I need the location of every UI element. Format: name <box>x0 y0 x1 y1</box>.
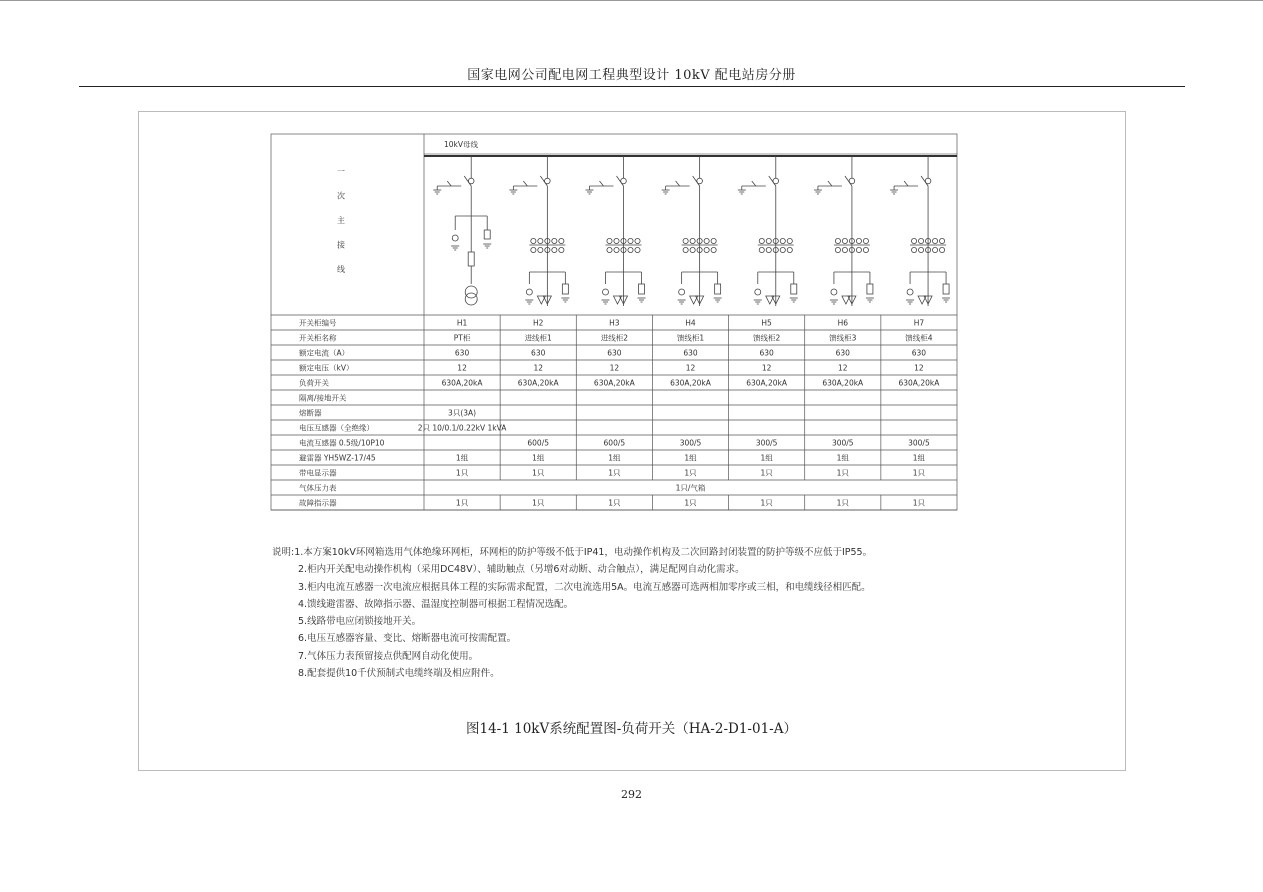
table-cell: 1只 <box>608 498 621 508</box>
side-label-char: 接 <box>337 240 345 250</box>
table-row-label: 带电显示器 <box>299 468 337 478</box>
table-cell: 600/5 <box>603 438 626 448</box>
note-line: 8.配套提供10千伏预制式电缆终端及相应附件。 <box>298 668 500 680</box>
side-label-char: 主 <box>337 216 345 225</box>
side-label-char: 线 <box>337 265 345 274</box>
table-cell: 630A,20kA <box>898 378 940 388</box>
table-cell: H1 <box>456 318 468 328</box>
feeder-circuit <box>814 156 874 306</box>
table-row-label: 额定电流（A） <box>299 348 350 358</box>
table-cell: H3 <box>609 318 620 328</box>
table-row-label: 隔离/接地开关 <box>299 393 347 403</box>
table-row-label: 电压互感器（全绝缘） <box>299 423 374 433</box>
table-row-label: 气体压力表 <box>299 483 337 493</box>
table-cell: 630A,20kA <box>822 378 864 388</box>
table-cell: 1只 <box>836 498 849 508</box>
table-row-label: 开关柜编号 <box>299 318 337 328</box>
table-cell: 630A,20kA <box>517 378 559 388</box>
table-cell: 630 <box>835 348 850 358</box>
feeder-circuit <box>433 156 491 305</box>
table-row-label: 熔断器 <box>299 408 322 418</box>
table-cell: H2 <box>533 318 544 328</box>
table-cell: 1只 <box>912 468 926 478</box>
table-cell: 1组 <box>608 453 621 463</box>
table-row-label: 电流互感器 0.5级/10P10 <box>299 438 385 448</box>
table-cell: 1组 <box>684 453 697 463</box>
table-cell: 300/5 <box>831 438 854 448</box>
table-cell: 3只(3A) <box>448 408 477 418</box>
table-cell: 1组 <box>912 453 926 463</box>
table-cell: 1组 <box>455 453 469 463</box>
table-row-label: 负荷开关 <box>299 378 329 388</box>
table-cell: 馈线柜3 <box>829 333 857 343</box>
note-line: 2.柜内开关配电动操作机构（采用DC48V）、辅助触点（另增6对动断、动合触点），满足配网自动化需求。 <box>298 564 745 576</box>
feeder-circuit <box>509 156 569 306</box>
table-cell: 600/5 <box>527 438 550 448</box>
table-cell: 1只 <box>836 468 849 478</box>
figure-caption: 图14-1 10kV系统配置图-负荷开关（HA-2-D1-01-A） <box>466 721 797 737</box>
feeder-circuit <box>585 156 645 306</box>
note-line: 3.柜内电流互感器一次电流应根据具体工程的实际需求配置，二次电流选用5A。电流互感器可选两相加零序或三相，和电缆线径相匹配。 <box>298 581 871 593</box>
table-cell: 300/5 <box>908 438 930 448</box>
table-cell: 1组 <box>532 453 545 463</box>
table-cell: 12 <box>609 363 620 373</box>
table-cell: H6 <box>837 318 848 328</box>
table-cell: 12 <box>838 363 848 373</box>
table-cell: 12 <box>533 363 543 373</box>
table-cell: 12 <box>761 363 772 373</box>
table-cell: 1只 <box>455 498 469 508</box>
table-cell: 1只 <box>608 468 621 478</box>
table-cell: 1只 <box>912 498 926 508</box>
table-cell: 630 <box>607 348 622 358</box>
table-cell: 630 <box>531 348 546 358</box>
table-cell: 630A,20kA <box>746 378 788 388</box>
notes <box>272 544 992 682</box>
table-cell: 1只 <box>684 468 697 478</box>
table-cell: 1只 <box>760 468 773 478</box>
table-cell: H4 <box>685 318 696 328</box>
table-cell: 1只 <box>532 498 545 508</box>
table-cell: PT柜 <box>453 333 471 343</box>
table-cell: H5 <box>761 318 772 328</box>
note-line: 4.馈线避雷器、故障指示器、温湿度控制器可根据工程情况选配。 <box>298 598 574 610</box>
table-cell: 300/5 <box>679 438 702 448</box>
busbar-label: 10kV母线 <box>444 140 479 149</box>
note-line: 7.气体压力表预留接点供配网自动化使用。 <box>298 650 479 662</box>
table-cell: 1只 <box>532 468 545 478</box>
table-cell: 630A,20kA <box>593 378 635 388</box>
feeder-circuit <box>738 156 798 306</box>
table-row-label: 故障指示器 <box>299 498 337 508</box>
table-cell: 1只 <box>455 468 469 478</box>
configuration-table <box>299 318 940 508</box>
table-cell: 1只 <box>684 498 697 508</box>
page-header: 国家电网公司配电网工程典型设计 10kV 配电站房分册 <box>467 68 796 83</box>
table-cell: 630 <box>911 348 927 358</box>
table-cell: 630A,20kA <box>670 378 711 388</box>
table-cell: 1组 <box>836 453 849 463</box>
side-label-char: 次 <box>337 191 345 201</box>
side-label-char: 一 <box>337 167 345 176</box>
table-row-label: 额定电压（kV） <box>299 363 354 373</box>
table-row-label: 开关柜名称 <box>299 333 337 343</box>
note-line: 说明:1.本方案10kV环网箱选用气体绝缘环网柜，环网柜的防护等级不低于IP41，电动操作机构及二次回路封闭装置的防护等级不应低于IP55。 <box>272 547 873 558</box>
table-cell: 2只 10/0.1/0.22kV 1kVA <box>417 423 507 433</box>
table-cell: 馈线柜4 <box>905 333 933 343</box>
table-cell-merged: 1只/气箱 <box>675 483 706 493</box>
table-cell: 300/5 <box>755 438 778 448</box>
note-line: 6.电压互感器容量、变比、熔断器电流可按需配置。 <box>298 633 517 645</box>
table-cell: 630 <box>454 348 470 358</box>
table-cell: 馈线柜2 <box>753 333 781 343</box>
table-cell: 进线柜2 <box>600 333 628 343</box>
note-line: 5.线路带电应闭锁接地开关。 <box>298 616 422 628</box>
feeder-circuits <box>433 156 950 306</box>
table-cell: 进线柜1 <box>524 333 552 343</box>
table-cell: 12 <box>914 363 924 373</box>
table-cell: 630A,20kA <box>441 378 483 388</box>
feeder-circuit <box>662 156 722 306</box>
busbar <box>424 154 957 156</box>
table-cell: 馈线柜1 <box>676 333 705 343</box>
page-number: 292 <box>621 788 642 801</box>
table-cell: 1只 <box>760 498 773 508</box>
table-cell: 630 <box>683 348 698 358</box>
feeder-circuit <box>890 156 950 306</box>
table-cell: 12 <box>685 363 696 373</box>
primary-wiring-side-label <box>337 167 345 274</box>
table-cell: H7 <box>913 318 925 328</box>
table-cell: 630 <box>759 348 774 358</box>
table-row-label: 避雷器 YH5WZ-17/45 <box>299 453 376 463</box>
table-cell: 12 <box>457 363 467 373</box>
table-cell: 1组 <box>760 453 773 463</box>
